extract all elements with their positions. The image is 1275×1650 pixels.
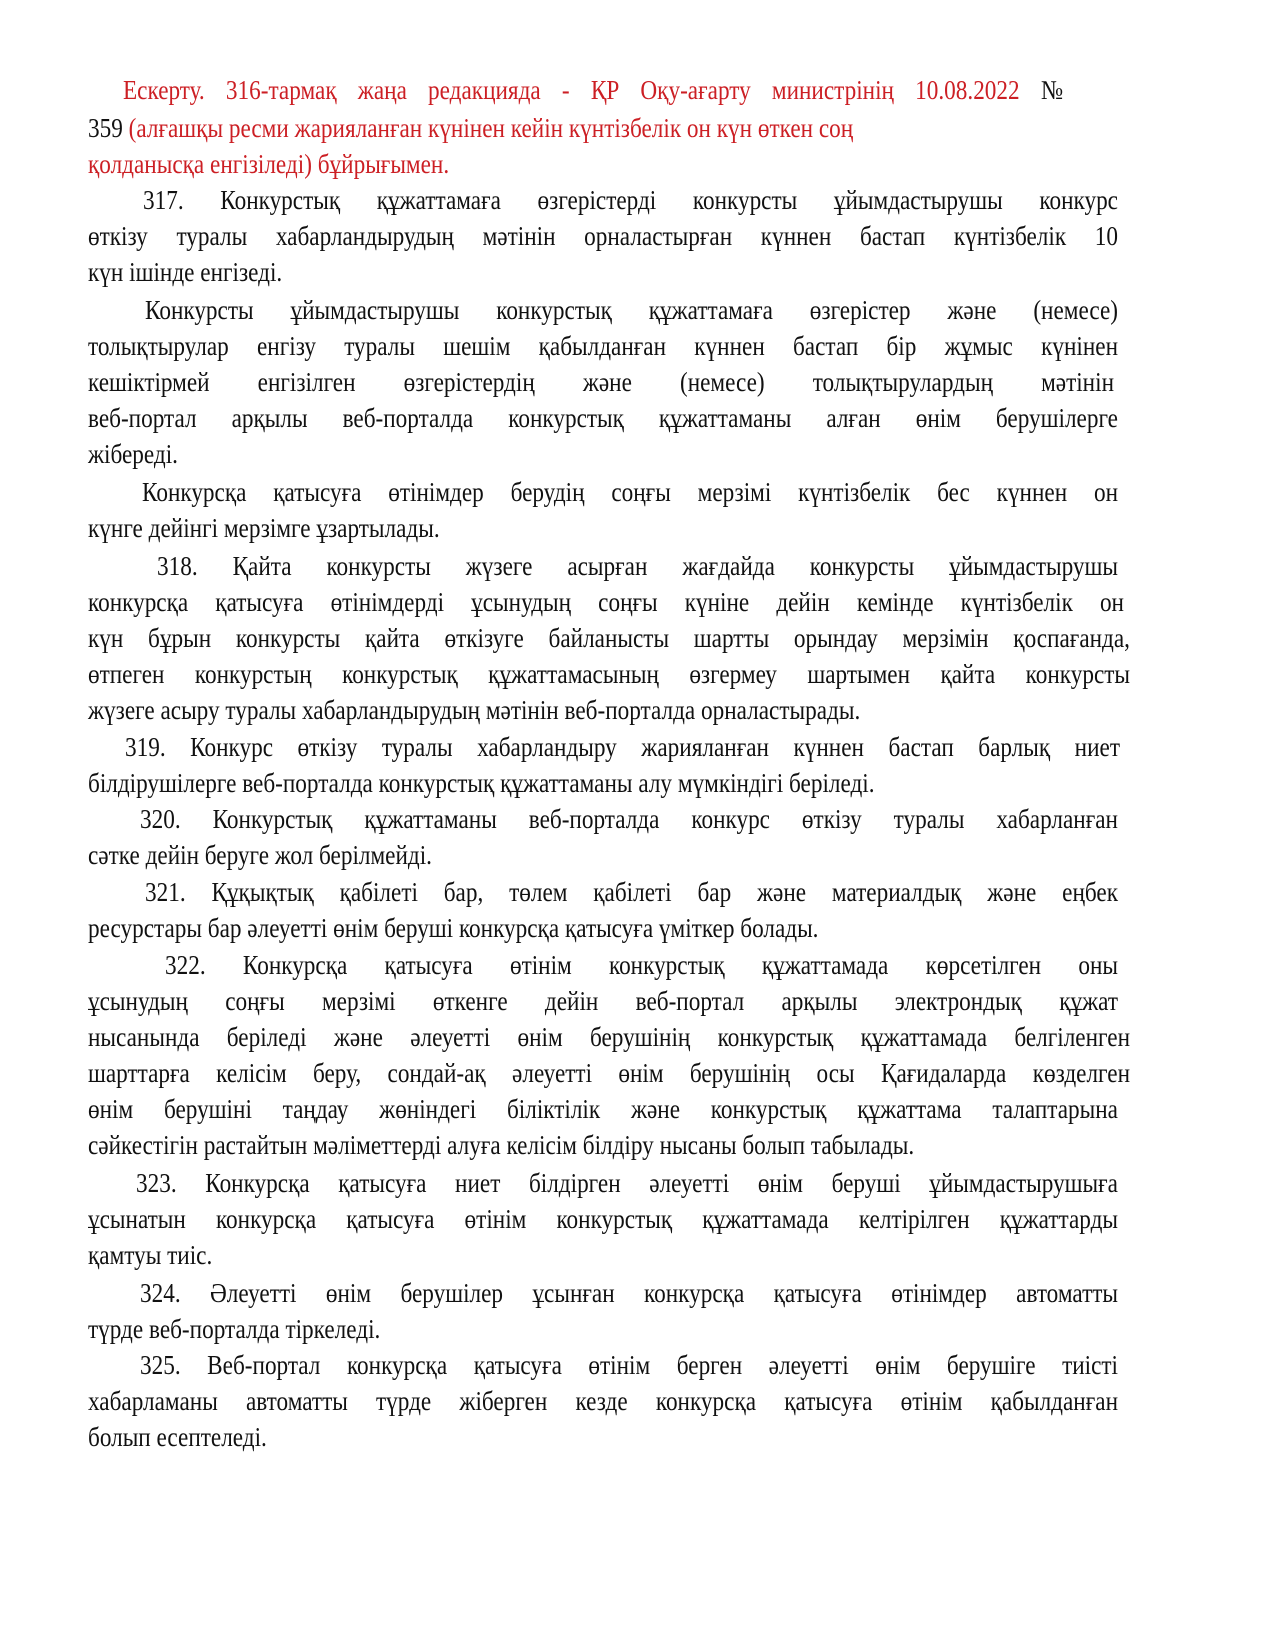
note-text: қолданысқа енгізіледі) бұйрығымен. [88, 149, 450, 179]
paragraph-322-line: 322. Конкурсқа қатысуға өтінім конкурстық құжаттамада көрсетілген оны [165, 950, 1118, 980]
note-text: Ескерту. 316-тармақ жаңа редакцияда - ҚР Оқу-ағарту министрінің 10.08.2022 [123, 75, 1041, 105]
paragraph-319-line: білдірушілерге веб-порталда конкурстық құжаттаманы алу мүмкіндігі беріледі. [88, 768, 875, 798]
paragraph-line: кешіктірмей енгізілген өзгерістердің және (немесе) толықтырулардың мәтінін [88, 367, 1114, 397]
paragraph-318-line: күн бұрын конкурсты қайта өткізуге байланысты шартты орындау мерзімін қоспағанда, [88, 623, 1130, 653]
note-text: (алғашқы ресми жарияланған күнінен кейін күнтізбелік он күн өткен соң [128, 113, 854, 143]
paragraph-319-line: 319. Конкурс өткізу туралы хабарландыру жарияланған күннен бастап барлық ниет [125, 732, 1120, 762]
paragraph-323-line: ұсынатын конкурсқа қатысуға өтінім конкурстық құжаттамада келтірілген құжаттарды [88, 1204, 1118, 1234]
paragraph-323-line: қамтуы тиіс. [88, 1240, 213, 1270]
note-line-2 [88, 110, 1128, 146]
number-sign: № [1040, 75, 1063, 105]
note-line-3 [88, 146, 1128, 182]
paragraph-322-line: өнім берушіні таңдау жөніндегі біліктілік және конкурстық құжаттама талаптарына [88, 1094, 1118, 1124]
paragraph-line: Конкурсты ұйымдастырушы конкурстық құжаттамаға өзгерістер және (немесе) [145, 295, 1118, 325]
paragraph-324-line: 324. Әлеуетті өнім берушілер ұсынған конкурсқа қатысуға өтінімдер автоматты [140, 1278, 1118, 1308]
paragraph-322-line: ұсынудың соңғы мерзімі өткенге дейін веб-портал арқылы электрондық құжат [88, 986, 1118, 1016]
paragraph-318-line: конкурсқа қатысуға өтінімдерді ұсынудың соңғы күніне дейін кемінде күнтізбелік он [88, 587, 1124, 617]
paragraph-line: күнге дейінгі мерзімге ұзартылады. [88, 513, 440, 543]
paragraph-317-line: өткізу туралы хабарландырудың мәтінін орналастырған күннен бастап күнтізбелік 10 [88, 221, 1118, 251]
paragraph-318-line: жүзеге асыру туралы хабарландырудың мәтінін веб-порталда орналастырады. [88, 695, 861, 725]
paragraph-322-line: шарттарға келісім беру, сондай-ақ әлеуетті өнім берушінің осы Қағидаларда көзделген [88, 1058, 1130, 1088]
paragraph-324-line: түрде веб-порталда тіркеледі. [88, 1314, 381, 1344]
paragraph-line: Конкурсқа қатысуға өтінімдер берудің соңғы мерзімі күнтізбелік бес күннен он [142, 477, 1118, 507]
paragraph-320-line: сәтке дейін беруге жол берілмейді. [88, 840, 432, 870]
paragraph-325-line: болып есептеледі. [88, 1422, 267, 1452]
paragraph-321-line: ресурстары бар әлеуетті өнім беруші конкурсқа қатысуға үміткер болады. [88, 913, 819, 943]
paragraph-323-line: 323. Конкурсқа қатысуға ниет білдірген әлеуетті өнім беруші ұйымдастырушыға [136, 1168, 1118, 1198]
paragraph-321-line: 321. Құқықтық қабілеті бар, төлем қабілеті бар және материалдық және еңбек [145, 877, 1118, 907]
paragraph-318-line: өтпеген конкурстың конкурстық құжаттамасының өзгермеу шартымен қайта конкурсты [88, 659, 1130, 689]
paragraph-325-line: 325. Веб-портал конкурсқа қатысуға өтінім берген әлеуетті өнім берушіге тиісті [140, 1350, 1118, 1380]
paragraph-318-line: 318. Қайта конкурсты жүзеге асырған жағдайда конкурсты ұйымдастырушы [157, 551, 1118, 581]
note-line-1 [123, 72, 1063, 108]
paragraph-317-line: 317. Конкурстық құжаттамаға өзгерістерді конкурсты ұйымдастырушы конкурс [143, 185, 1118, 215]
paragraph-line: жібереді. [88, 439, 178, 469]
paragraph-line: толықтырулар енгізу туралы шешім қабылданған күннен бастап бір жұмыс күнінен [88, 331, 1118, 361]
paragraph-322-line: нысанында беріледі және әлеуетті өнім берушінің конкурстық құжаттамада белгіленген [88, 1022, 1130, 1052]
paragraph-320-line: 320. Конкурстық құжаттаманы веб-порталда конкурс өткізу туралы хабарланған [140, 804, 1118, 834]
paragraph-325-line: хабарламаны автоматты түрде жіберген кезде конкурсқа қатысуға өтінім қабылданған [88, 1386, 1118, 1416]
paragraph-line: веб-портал арқылы веб-порталда конкурстық құжаттаманы алған өнім берушілерге [88, 403, 1118, 433]
paragraph-317-line: күн ішінде енгізеді. [88, 257, 283, 287]
paragraph-322-line: сәйкестігін растайтын мәліметтерді алуға келісім білдіру нысаны болып табылады. [88, 1130, 915, 1160]
order-number: 359 [88, 113, 129, 143]
